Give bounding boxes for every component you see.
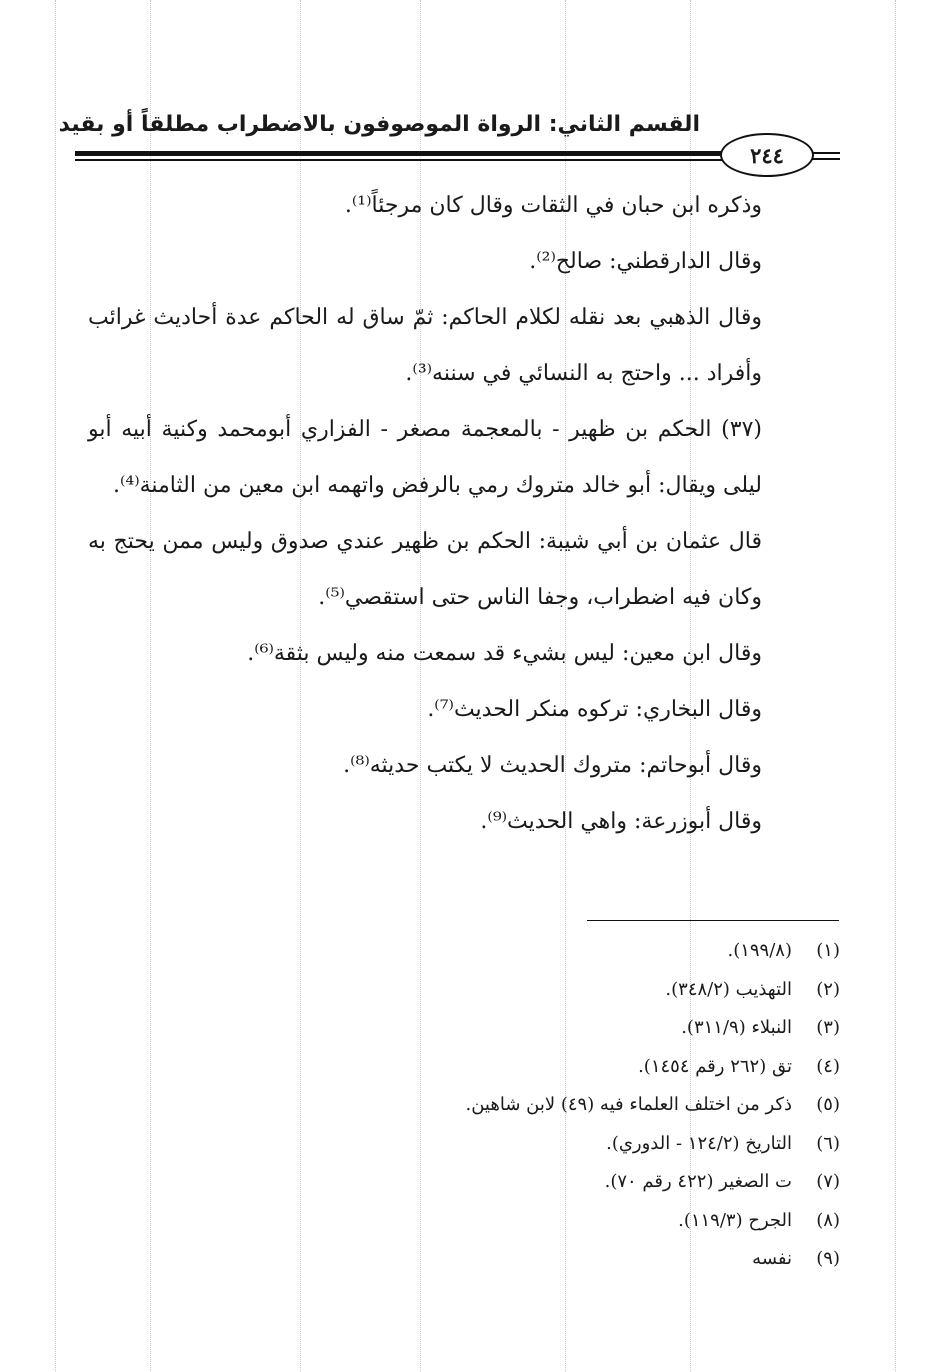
paragraph: وقال البخاري: تركوه منكر الحديث⁽⁷⁾. [427, 697, 762, 722]
paragraph: وقال أبوحاتم: متروك الحديث لا يكتب حديثه⁽⁸⁾. [343, 753, 762, 778]
footnote [300, 971, 840, 1010]
paragraph: وقال الدارقطني: صالح⁽²⁾. [529, 249, 762, 274]
footnote [300, 1202, 840, 1241]
footnote-number: (٣) [816, 1017, 840, 1038]
entry-paragraph: (٣٧) الحكم بن ظهير - بالمعجمة مصغر - الفزاري أبومحمد وكنية أبيه أبو ليلى ويقال: أبو خالد متروك رمي بالرفض واتهمه ابن معين من الثامنة⁽⁴⁾. [88, 417, 762, 498]
footnote-text: تق (٢٦٢ رقم ١٤٥٤). [638, 1055, 792, 1077]
footnote-text: التاريخ (١٢٤/٢ - الدوري). [606, 1132, 792, 1154]
footnote [300, 1048, 840, 1087]
footnote-number: (٢) [816, 978, 840, 1000]
running-head: القسم الثاني: الرواة الموصوفون بالاضطراب مطلقاً أو بقيد [58, 112, 700, 137]
page-number: ٢٤٤ [720, 133, 814, 177]
footnote-number: (٥) [816, 1094, 840, 1115]
scan-dotted-line [55, 0, 56, 1372]
footnote-text: الجرح (١١٩/٣). [678, 1209, 792, 1231]
footnote-number: (١) [816, 940, 840, 961]
footnote [300, 1086, 840, 1125]
footnote-separator [587, 920, 839, 921]
footnote-text: النبلاء (٣١١/٩). [681, 1017, 792, 1038]
footnote-text: التهذيب (٣٤٨/٢). [665, 978, 792, 1000]
footnote-number: (٩) [816, 1248, 840, 1269]
footnote-number: (٨) [816, 1209, 840, 1231]
header-rule [75, 159, 735, 161]
paragraph: وذكره ابن حبان في الثقات وقال كان مرجئاً⁽¹⁾. [344, 193, 762, 218]
footnote [300, 1009, 840, 1048]
page-header [60, 98, 850, 188]
footnote-text: نفسه [752, 1248, 792, 1269]
main-text [88, 178, 840, 850]
footnote [300, 1163, 840, 1202]
paragraph: وقال الذهبي بعد نقله لكلام الحاكم: ثمّ ساق له الحاكم عدة أحاديث غرائب وأفراد ... واحتج به النسائي في سننه⁽³⁾. [88, 305, 762, 386]
footnote [300, 932, 840, 971]
paragraph: قال عثمان بن أبي شيبة: الحكم بن ظهير عندي صدوق وليس ممن يحتج به وكان فيه اضطراب، وجفا الناس حتى استقصي⁽⁵⁾. [88, 529, 762, 610]
footnote-text: (١٩٩/٨). [727, 940, 792, 961]
footnote [300, 1240, 840, 1279]
footnote-text: ت الصغير (٤٢٢ رقم ٧٠). [604, 1171, 792, 1192]
footnotes [300, 932, 840, 1279]
paragraph: وقال ابن معين: ليس بشيء قد سمعت منه وليس بثقة⁽⁶⁾. [247, 641, 762, 666]
scan-dotted-line [895, 0, 896, 1372]
footnote-number: (٤) [816, 1055, 840, 1077]
footnote-text: ذكر من اختلف العلماء فيه (٤٩) لابن شاهين. [465, 1094, 792, 1115]
footnote-number: (٧) [816, 1171, 840, 1192]
paragraph: وقال أبوزرعة: واهي الحديث⁽⁹⁾. [480, 809, 762, 834]
header-rule [75, 151, 735, 156]
footnote [300, 1125, 840, 1164]
footnote-number: (٦) [816, 1132, 840, 1154]
